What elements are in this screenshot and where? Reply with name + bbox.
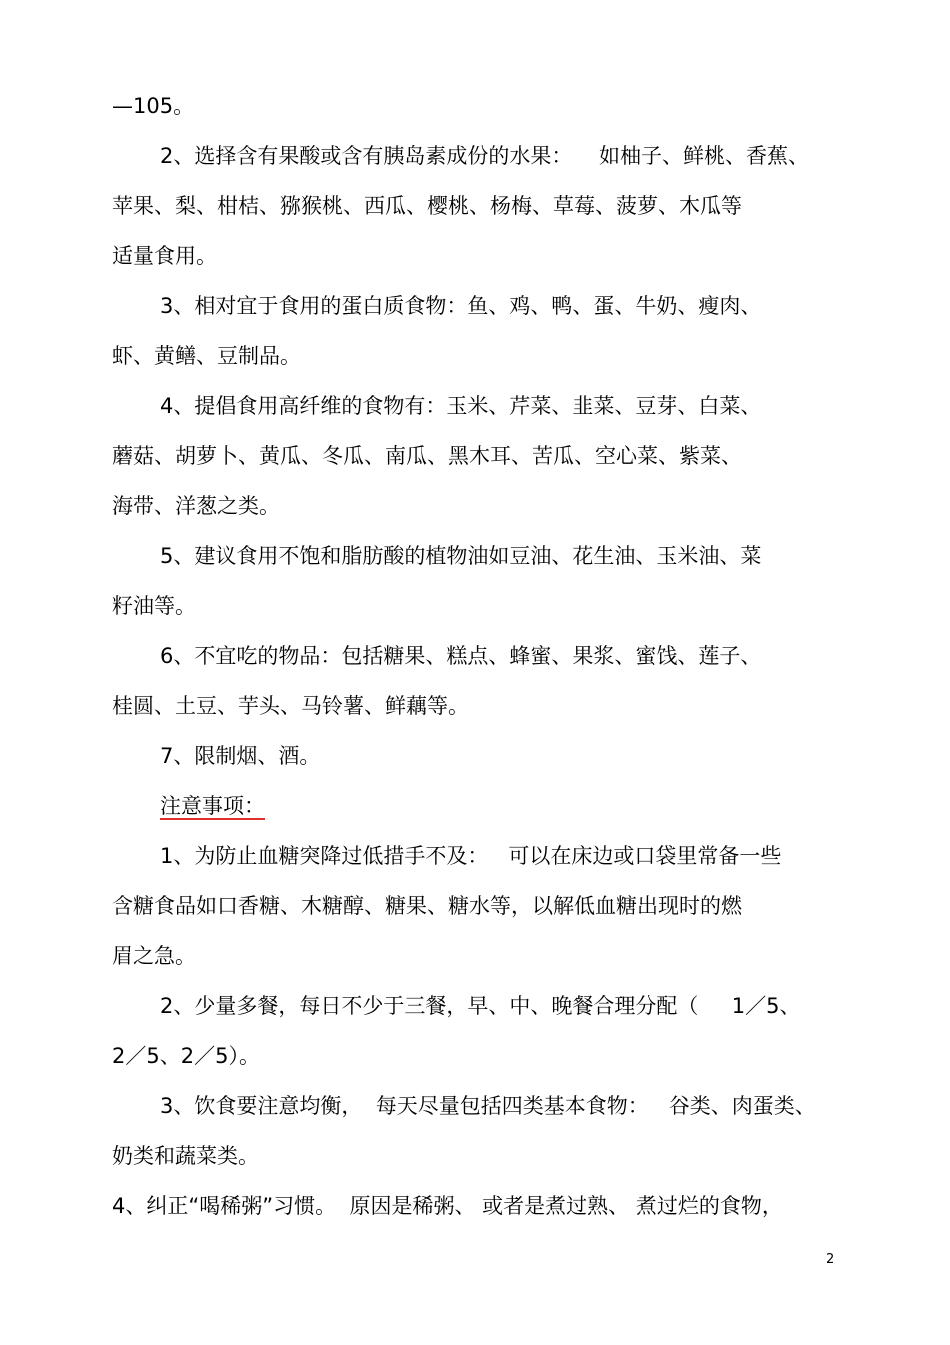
text-line: 4、提倡食用高纤维的食物有：玉米、芹菜、韭菜、豆芽、白菜、 xyxy=(160,394,762,418)
page-number: 2 xyxy=(826,1252,835,1267)
text-line: 2／5、2／5）。 xyxy=(112,1044,260,1068)
text-line: 籽油等。 xyxy=(112,594,196,618)
text-line: 6、不宜吃的物品：包括糖果、糕点、蜂蜜、果浆、蜜饯、莲子、 xyxy=(160,644,762,668)
text-line: 海带、洋葱之类。 xyxy=(112,494,280,518)
section-heading: 注意事项： xyxy=(160,794,265,818)
text-line: —105。 xyxy=(112,94,195,118)
text-line: 1、为防止血糖突降过低措手不及： 可以在床边或口袋里常备一些 xyxy=(160,844,782,868)
text-line: 2、选择含有果酸或含有胰岛素成份的水果： 如柚子、鲜桃、香蕉、 xyxy=(160,144,810,168)
text-line: 奶类和蔬菜类。 xyxy=(112,1144,259,1168)
text-line: 3、相对宜于食用的蛋白质食物：鱼、鸡、鸭、蛋、牛奶、瘦肉、 xyxy=(160,294,762,318)
text-line: 眉之急。 xyxy=(112,944,196,968)
text-line: 苹果、梨、柑桔、猕猴桃、西瓜、樱桃、杨梅、草莓、菠萝、木瓜等 xyxy=(112,194,742,218)
text-line: 含糖食品如口香糖、木糖醇、糖果、糖水等，以解低血糖出现时的燃 xyxy=(112,894,742,918)
text-line: 桂圆、土豆、芋头、马铃薯、鲜藕等。 xyxy=(112,694,469,718)
text-line: 5、建议食用不饱和脂肪酸的植物油如豆油、花生油、玉米油、菜 xyxy=(160,544,762,568)
text-line: 7、限制烟、酒。 xyxy=(160,744,321,768)
text-line: 适量食用。 xyxy=(112,244,217,268)
text-line: 3、饮食要注意均衡， 每天尽量包括四类基本食物： 谷类、肉蛋类、 xyxy=(160,1094,816,1118)
text-line: 虾、黄鳝、豆制品。 xyxy=(112,344,301,368)
text-line: 2、少量多餐，每日不少于三餐，早、中、晚餐合理分配（ 1／5、 xyxy=(160,994,801,1018)
text-line: 蘑菇、胡萝卜、黄瓜、冬瓜、南瓜、黑木耳、苦瓜、空心菜、紫菜、 xyxy=(112,444,742,468)
text-line: 4、纠正“喝稀粥”习惯。 原因是稀粥、 或者是煮过熟、 煮过烂的食物， xyxy=(112,1194,783,1218)
